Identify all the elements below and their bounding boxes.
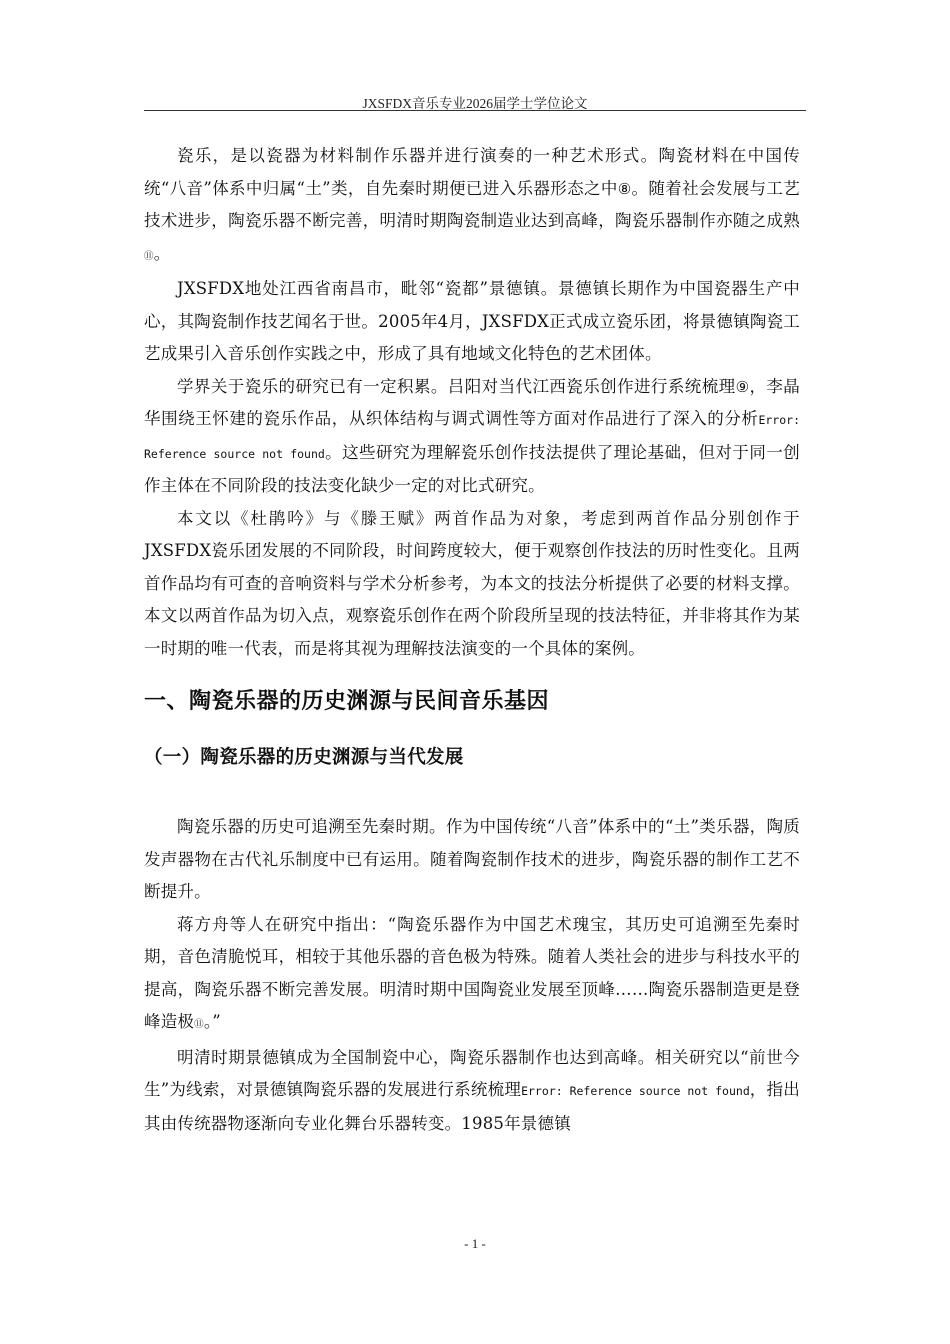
citation-mark: ⑨ <box>735 377 750 396</box>
intro-paragraph-1 <box>144 140 800 273</box>
reference-error: Error: Reference source not found <box>144 413 800 461</box>
citation-mark: ⑪ <box>194 1019 204 1030</box>
body-paragraph-3 <box>144 1042 800 1141</box>
citation-mark: ⑧ <box>617 179 632 198</box>
page-number: - 1 - <box>464 1236 486 1251</box>
intro-paragraph-4: 本文以《杜鹃吟》与《滕王赋》两首作品为对象，考虑到两首作品分别创作于JXSFDX瓷乐团发展的不同阶段，时间跨度较大，便于观察创作技法的历时性变化。且两首作品均有可查的音响资料与学术分析参考，为本文的技法分析提供了必要的材料支撑。本文以两首作品为切入点，观察瓷乐创作在两个阶段所呈现的技法特征，并非将其作为某一时期的唯一代表，而是将其视为理解技法演变的一个具体的案例。 <box>144 508 800 658</box>
text: 学界关于瓷乐的研究已有一定积累。吕阳对当代江西瓷乐创作进行系统梳理 <box>177 376 736 396</box>
subsection-heading: （一）陶瓷乐器的历史渊源与当代发展 <box>144 747 464 768</box>
text: 。这些研究为理解瓷乐创作技法提供了理论基础，但对于同一创作主体在不同阶段的技法变化缺少一定的对比式研究。 <box>144 442 800 495</box>
text: ，李晶华围绕王怀建的瓷乐作品，从织体结构与调式调性等方面对作品进行了深入的分析 <box>144 376 800 428</box>
section-heading: 一、陶瓷乐器的历史渊源与民间音乐基因 <box>144 689 550 714</box>
body-paragraph-1: 陶瓷乐器的历史可追溯至先秦时期。作为中国传统“八音”体系中的“土”类乐器，陶质发声器物在古代礼乐制度中已有运用。随着陶瓷制作技术的进步，陶瓷乐器的制作工艺不断提升。 <box>144 817 800 901</box>
intro-paragraph-3 <box>144 371 800 503</box>
page-body <box>144 140 800 1140</box>
header-rule <box>144 110 806 111</box>
text: 。 <box>153 243 171 263</box>
text: 。” <box>203 1012 221 1031</box>
reference-error: Error: Reference source not found <box>521 1084 750 1098</box>
intro-paragraph-2: JXSFDX地处江西省南昌市，毗邻“瓷都”景德镇。景德镇长期作为中国瓷器生产中心，其陶瓷制作技艺闻名于世。2005年4月，JXSFDX正式成立瓷乐团，将景德镇陶瓷工艺成果引入音乐创作实践之中，形成了具有地域文化特色的艺术团体。 <box>144 279 800 363</box>
body-paragraph-2 <box>144 909 800 1042</box>
text: 明清时期景德镇成为全国制瓷中心，陶瓷乐器制作也达到高峰。相关研究以“前世今生”为线索，对景德镇陶瓷乐器的发展进行系统梳理 <box>144 1047 800 1099</box>
citation-mark: ⑪ <box>144 250 154 262</box>
text: 。随着社会发展与工艺技术进步，陶瓷乐器不断完善，明清时期陶瓷制造业达到高峰，陶瓷乐器制作亦随之成熟 <box>144 178 800 230</box>
running-header: JXSFDX音乐专业2026届学士学位论文 <box>362 96 588 111</box>
spacer <box>144 771 800 811</box>
text: 蒋方舟等人在研究中指出：“陶瓷乐器作为中国艺术瑰宝，其历史可追溯至先秦时期，音色清脆悦耳，相较于其他乐器的音色极为特殊。随着人类社会的进步与科技水平的提高，陶瓷乐器不断完善发展。明清时期中国陶瓷业发展至顶峰……陶瓷乐器制造更是登峰造极 <box>144 914 800 1031</box>
text: 瓷乐，是以瓷器为材料制作乐器并进行演奏的一种艺术形式。陶瓷材料在中国传统“八音”体系中归属“土”类，自先秦时期便已进入乐器形态之中 <box>144 146 800 198</box>
text: ，指出其由传统器物逐渐向专业化舞台乐器转变。1985年景德镇 <box>144 1080 800 1133</box>
